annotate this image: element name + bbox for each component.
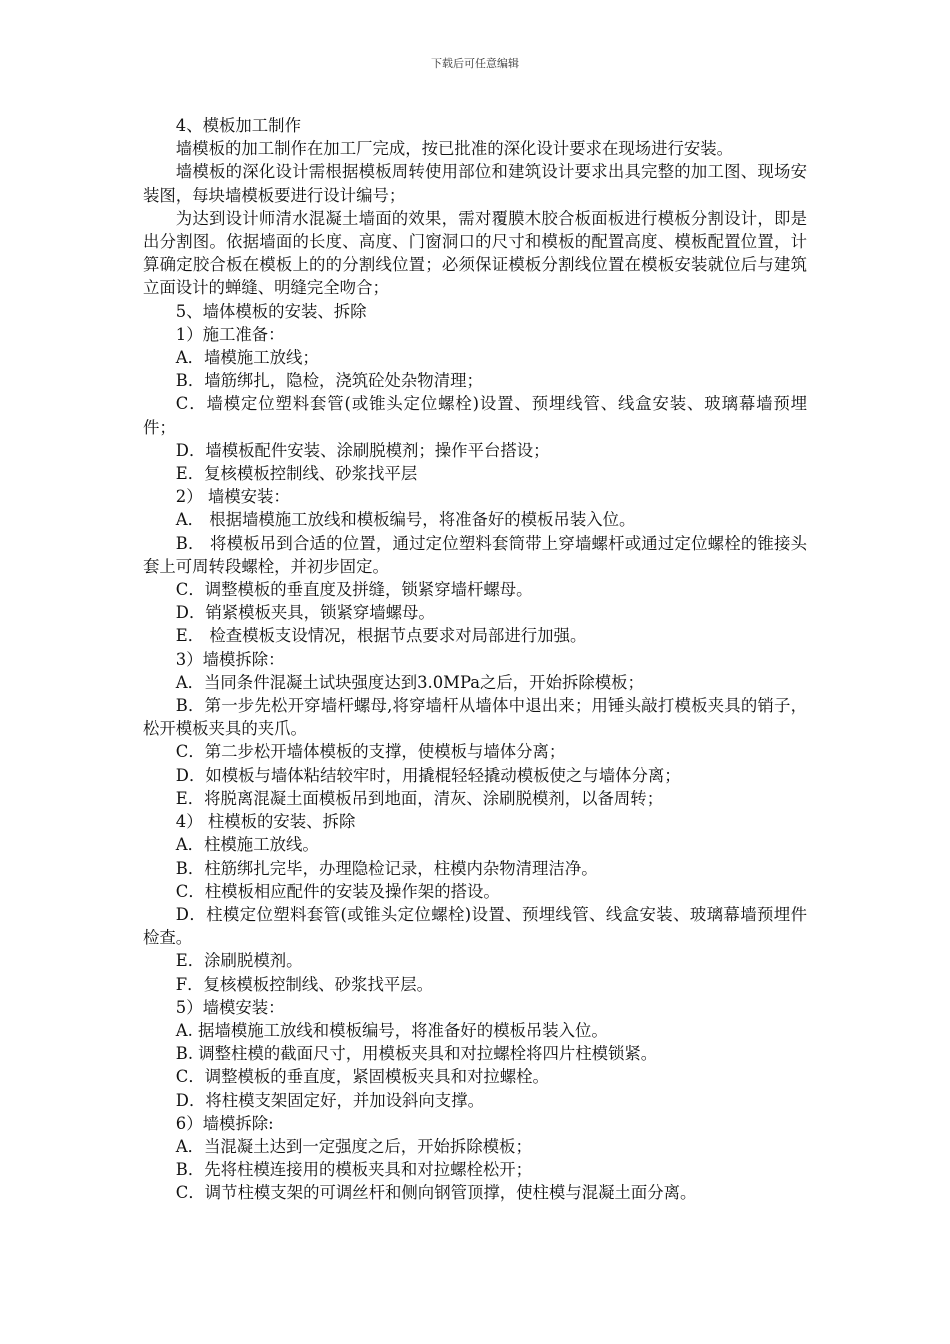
list-item: B．墙筋绑扎，隐检，浇筑砼处杂物清理；	[175, 371, 483, 391]
list-item: B. 调整柱模的截面尺寸，用模板夹具和对拉螺栓将四片柱模锁紧。	[175, 1044, 658, 1064]
list-item: C．第二步松开墙体模板的支撑，使模板与墙体分离；	[175, 742, 566, 762]
subheading: 4） 柱模板的安装、拆除	[175, 812, 356, 832]
paragraph: 为达到设计师清水混凝土墙面的效果，需对覆膜木胶合板面板进行模板分割设计，即是出分割图。依据墙面的长度、高度、门窗洞口的尺寸和模板的配置高度、模板配置位置，计算确定胶合板在模板上的的分割线位置；必须保证模板分割线位置在模板安装就位后与建筑立面设计的蝉缝、明缝完全吻合；	[143, 208, 807, 298]
list-item: C．调节柱模支架的可调丝杆和侧向钢管顶撑，使柱模与混凝土面分离。	[175, 1183, 697, 1203]
subheading: 5）墙模安装：	[175, 997, 285, 1017]
subheading: 2） 墙模安装：	[175, 487, 290, 507]
list-item: D．将柱模支架固定好，并加设斜向支撑。	[175, 1090, 484, 1110]
list-item: E． 检查模板支设情况，根据节点要求对局部进行加强。	[175, 626, 587, 646]
list-item: D．如模板与墙体粘结较牢时，用撬棍轻轻撬动模板使之与墙体分离；	[175, 765, 681, 785]
list-item: B．先将柱模连接用的模板夹具和对拉螺栓松开；	[175, 1160, 533, 1180]
list-item: A． 根据墙模施工放线和模板编号，将准备好的模板吊装入位。	[175, 510, 636, 530]
list-item: C．调整模板的垂直度，紧固模板夹具和对拉螺栓。	[175, 1067, 549, 1087]
list-item: C．墙模定位塑料套管(或锥头定位螺栓)设置、预埋线管、线盒安装、玻璃幕墙预埋件；	[143, 394, 807, 437]
section-heading-fabrication: 4、模板加工制作	[175, 116, 301, 135]
list-item: A. 据墙模施工放线和模板编号，将准备好的模板吊装入位。	[175, 1020, 608, 1040]
list-item: C．调整模板的垂直度及拼缝，锁紧穿墙杆螺母。	[175, 580, 533, 600]
list-item: E．将脱离混凝土面模板吊到地面，清灰、涂刷脱模剂，以备周转；	[175, 788, 664, 808]
list-item: E．涂刷脱模剂。	[175, 951, 303, 971]
paragraph: 墙模板的深化设计需根据模板周转使用部位和建筑设计要求出具完整的加工图、现场安装图，每块墙模板要进行设计编号；	[143, 162, 807, 205]
section-heading-wall-formwork: 5、墙体模板的安装、拆除	[175, 301, 367, 321]
subheading: 1）施工准备：	[175, 324, 285, 344]
list-item: A．墙模施工放线；	[175, 348, 319, 368]
paragraph: 墙模板的加工制作在加工厂完成，按已批准的深化设计要求在现场进行安装。	[175, 139, 734, 159]
list-item: B．柱筋绑扎完毕，办理隐检记录，柱模内杂物清理洁净。	[175, 858, 598, 878]
list-item: D．销紧模板夹具，锁紧穿墙螺母。	[175, 603, 435, 623]
list-item: A．柱模施工放线。	[175, 835, 319, 855]
list-item: F．复核模板控制线、砂浆找平层。	[175, 974, 434, 994]
page-header-note: 下载后可任意编辑	[431, 57, 519, 70]
list-item: D．柱模定位塑料套管(或锥头定位螺栓)设置、预埋线管、线盒安装、玻璃幕墙预埋件检查。	[143, 904, 807, 948]
subheading: 3）墙模拆除：	[175, 649, 285, 669]
list-item: A．当同条件混凝土试块强度达到3.0MPa之后，开始拆除模板；	[175, 672, 644, 692]
list-item: C．柱模板相应配件的安装及操作架的搭设。	[175, 881, 500, 901]
list-item: D．墙模板配件安装、涂刷脱模剂；操作平台搭设；	[175, 440, 550, 460]
list-item: E．复核模板控制线、砂浆找平层	[175, 464, 418, 484]
subheading: 6）墙模拆除:	[175, 1113, 274, 1133]
document-body	[143, 114, 807, 1205]
list-item: A．当混凝土达到一定强度之后，开始拆除模板；	[175, 1136, 532, 1156]
list-item: B．第一步先松开穿墙杆螺母,将穿墙杆从墙体中退出来；用锤头敲打模板夹具的销子，松开模板夹具的夹爪。	[143, 696, 807, 739]
list-item: B． 将模板吊到合适的位置，通过定位塑料套筒带上穿墙螺杆或通过定位螺栓的锥接头套上可周转段螺栓，并初步固定。	[143, 533, 807, 576]
